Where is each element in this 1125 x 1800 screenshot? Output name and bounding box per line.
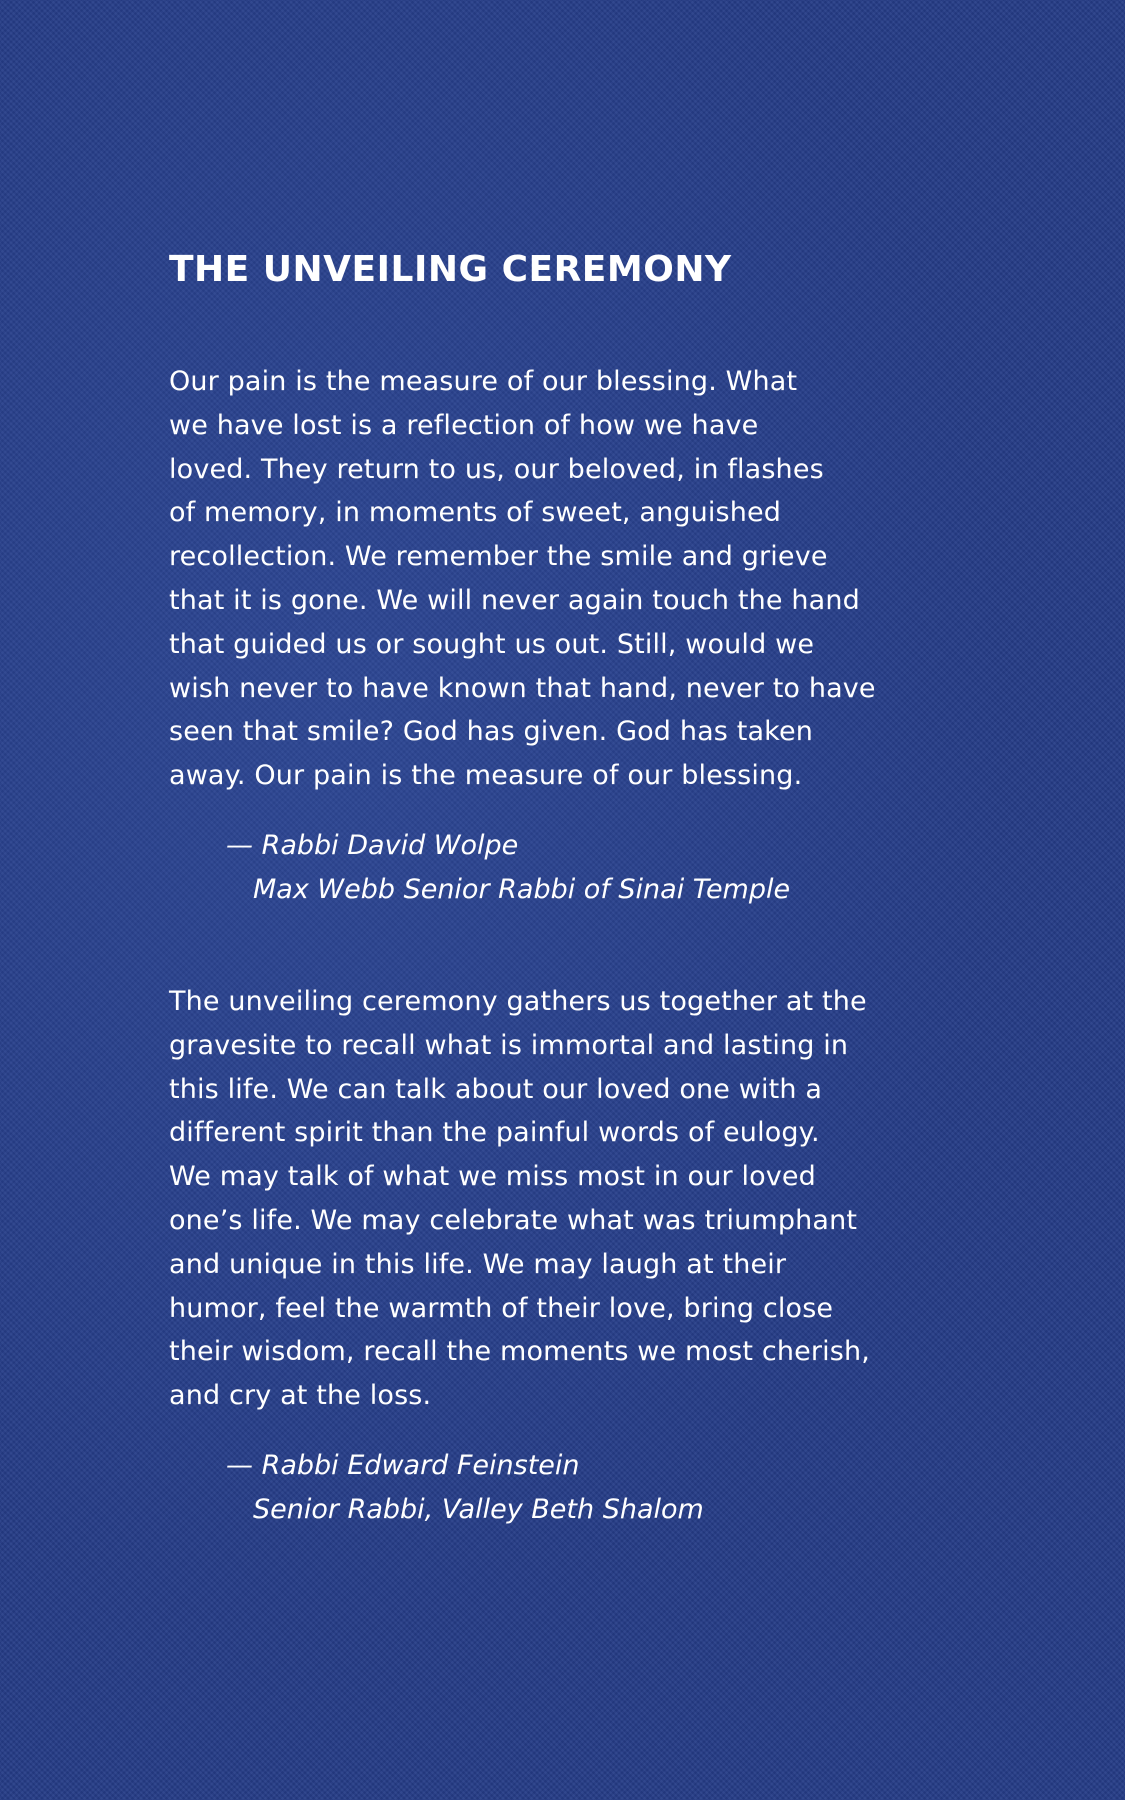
attribution-author: — Rabbi David Wolpe	[226, 829, 519, 861]
quote-feinstein	[169, 980, 1125, 1532]
quote-attribution	[169, 1444, 1125, 1532]
page-title: THE UNVEILING CEREMONY	[169, 249, 732, 290]
attribution-author: — Rabbi Edward Feinstein	[226, 1449, 580, 1481]
attribution-role: Max Webb Senior Rabbi of Sinai Temple	[253, 873, 791, 905]
attribution-role: Senior Rabbi, Valley Beth Shalom	[253, 1493, 704, 1525]
quote-attribution	[169, 824, 1125, 912]
quote-text: The unveiling ceremony gathers us together at the gravesite to recall what is immortal and lasting in this life. We can talk about our loved one with a different spirit than the painful words of eulogy. We may talk of what we miss most in our loved one’s life. We may celebrate what was triumphant and unique in this life. We may laugh at their humor, feel the warmth of their love, bring close their wisdom, recall the moments we most cherish, and cry at the loss.	[169, 985, 870, 1412]
quote-text: Our pain is the measure of our blessing. What we have lost is a reflection of how we have loved. They return to us, our beloved, in flashes of memory, in moments of sweet, anguished recollection. We remember the smile and grieve that it is gone. We will never again touch the hand that guided us or sought us out. Still, would we wish never to have known that hand, never to have seen that smile? God has given. God has taken away. Our pain is the measure of our blessing.	[169, 366, 876, 792]
quote-wolpe	[169, 360, 1125, 912]
